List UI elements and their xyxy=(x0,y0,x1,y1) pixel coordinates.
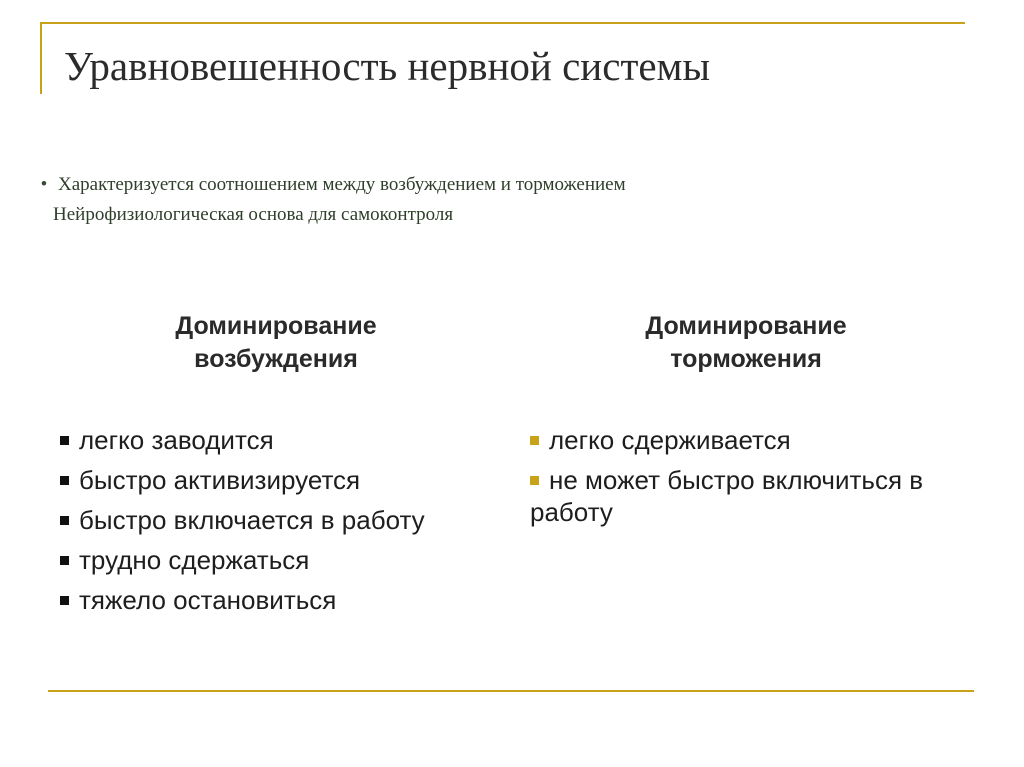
slide-title: Уравновешенность нервной системы xyxy=(64,43,711,89)
left-column-list xyxy=(60,424,480,624)
bullet-dot-icon: • xyxy=(40,174,48,195)
intro-text xyxy=(30,170,930,230)
left-heading-line-2: возбуждения xyxy=(194,345,358,373)
list-item: легко заводится xyxy=(60,424,480,456)
intro-line-1-text: Характеризуется соотношением между возбуждением и торможением xyxy=(58,174,626,195)
right-heading-line-1: Доминирование xyxy=(645,312,847,340)
square-bullet-icon xyxy=(60,556,69,565)
right-column-heading xyxy=(596,310,896,376)
frame-left-line xyxy=(40,22,42,94)
list-item: быстро включается в работу xyxy=(60,504,480,536)
right-column-list xyxy=(530,424,950,536)
right-heading-line-2: торможения xyxy=(670,345,822,373)
square-bullet-icon xyxy=(530,436,539,445)
square-bullet-icon xyxy=(60,516,69,525)
left-column-heading xyxy=(126,310,426,376)
left-heading-line-1: Доминирование xyxy=(175,312,377,340)
square-bullet-icon xyxy=(60,436,69,445)
list-item: не может быстро включиться в работу xyxy=(530,465,924,527)
square-bullet-icon xyxy=(60,596,69,605)
list-item: тяжело остановиться xyxy=(60,584,480,616)
frame-top-line xyxy=(40,22,965,24)
list-item: быстро активизируется xyxy=(60,464,480,496)
list-item: трудно сдержаться xyxy=(60,544,480,576)
intro-line-2: Нейрофизиологическая основа для самоконтроля xyxy=(53,204,454,225)
list-item: легко сдерживается xyxy=(530,424,950,456)
square-bullet-icon xyxy=(60,476,69,485)
intro-line-1 xyxy=(30,170,930,200)
square-bullet-icon xyxy=(530,476,539,485)
frame-bottom-line xyxy=(48,690,974,692)
